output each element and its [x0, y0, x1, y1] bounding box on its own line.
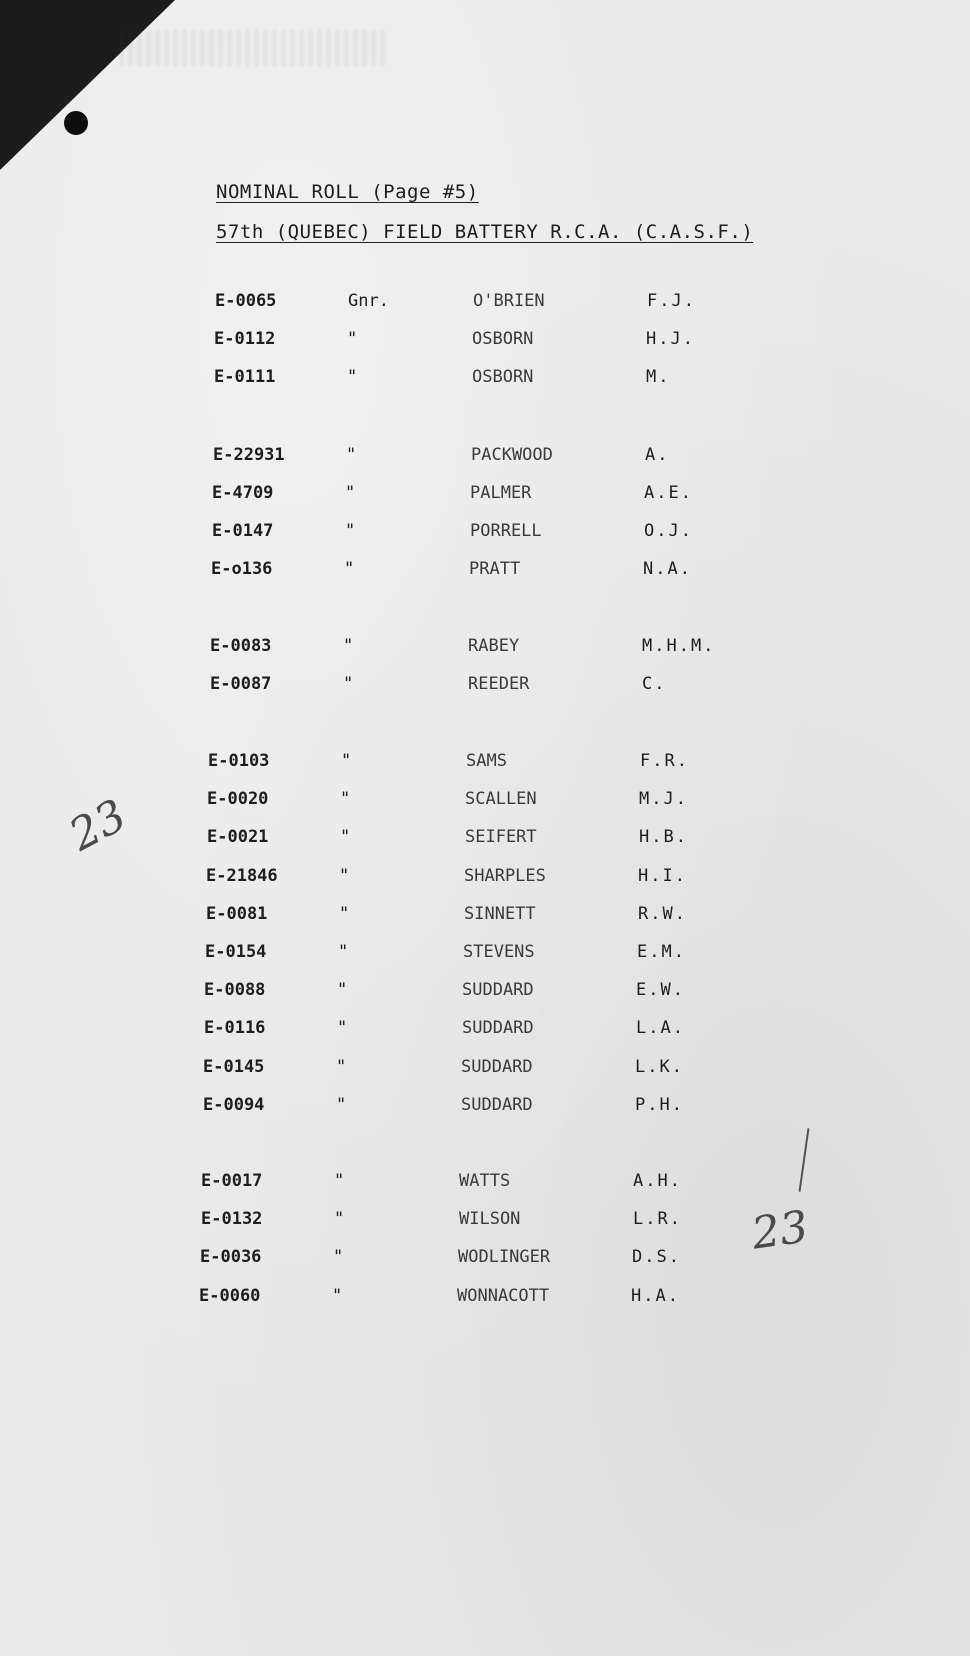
- initials: H.B.: [639, 827, 688, 847]
- roll-entry: [206, 866, 970, 892]
- surname: SUDDARD: [461, 1095, 533, 1115]
- roll-entry: [213, 445, 970, 471]
- rank: ": [347, 329, 358, 349]
- rank: ": [332, 1286, 343, 1306]
- roll-entry: [203, 1057, 970, 1083]
- initials: H.A.: [631, 1286, 680, 1306]
- rank: ": [346, 445, 357, 465]
- initials: A.: [645, 445, 670, 465]
- rank: ": [347, 367, 358, 387]
- roll-entry: [205, 942, 970, 968]
- roll-entry: [214, 367, 970, 393]
- roll-title: NOMINAL ROLL (Page #5): [216, 181, 479, 203]
- initials: M.H.M.: [642, 636, 716, 656]
- handwritten-count-right: 23: [748, 1201, 812, 1260]
- surname: SINNETT: [464, 904, 536, 924]
- service-number: E-0036: [200, 1247, 262, 1267]
- surname: SUDDARD: [461, 1057, 533, 1077]
- service-number: E-0112: [214, 329, 276, 349]
- roll-entry: [207, 827, 970, 853]
- surname: SUDDARD: [462, 1018, 534, 1038]
- rank: ": [333, 1247, 344, 1267]
- initials: A.E.: [644, 483, 693, 503]
- rank: ": [337, 1018, 348, 1038]
- rank: ": [334, 1171, 345, 1191]
- initials: H.I.: [638, 866, 687, 886]
- initials: L.K.: [635, 1057, 684, 1077]
- rank: ": [341, 751, 352, 771]
- surname: WILSON: [459, 1209, 521, 1229]
- surname: PALMER: [470, 483, 532, 503]
- service-number: E-0083: [210, 636, 272, 656]
- service-number: E-0116: [204, 1018, 266, 1038]
- roll-entry: [204, 980, 970, 1006]
- surname: SUDDARD: [462, 980, 534, 1000]
- surname: SEIFERT: [465, 827, 537, 847]
- surname: PORRELL: [470, 521, 542, 541]
- service-number: E-0132: [201, 1209, 263, 1229]
- surname: WONNACOTT: [457, 1286, 550, 1306]
- service-number: E-0088: [204, 980, 266, 1000]
- initials: M.J.: [639, 789, 688, 809]
- surname: O'BRIEN: [473, 291, 545, 311]
- roll-entry: [211, 559, 970, 585]
- initials: L.A.: [636, 1018, 685, 1038]
- rank: ": [336, 1095, 347, 1115]
- initials: O.J.: [644, 521, 693, 541]
- roll-entry: [201, 1209, 970, 1235]
- rank: ": [344, 559, 355, 579]
- initials: R.W.: [638, 904, 687, 924]
- roll-entry: [206, 904, 970, 930]
- service-number: E-o136: [211, 559, 273, 579]
- rank: ": [345, 521, 356, 541]
- rank: ": [334, 1209, 345, 1229]
- initials: A.H.: [633, 1171, 682, 1191]
- rank: ": [338, 942, 349, 962]
- surname: SAMS: [466, 751, 507, 771]
- initials: D.S.: [632, 1247, 681, 1267]
- service-number: E-21846: [206, 866, 278, 886]
- initials: F.R.: [640, 751, 689, 771]
- roll-entry: [212, 521, 970, 547]
- surname: PACKWOOD: [471, 445, 553, 465]
- service-number: E-0021: [207, 827, 269, 847]
- roll-entry: [212, 483, 970, 509]
- roll-entry: [214, 329, 970, 355]
- surname: SHARPLES: [464, 866, 546, 886]
- surname: SCALLEN: [465, 789, 537, 809]
- handwritten-count-left: 23: [61, 789, 135, 862]
- rank: ": [343, 636, 354, 656]
- service-number: E-0154: [205, 942, 267, 962]
- roll-entry: [215, 291, 970, 317]
- service-number: E-0017: [201, 1171, 263, 1191]
- rank: ": [345, 483, 356, 503]
- rank: Gnr.: [348, 291, 389, 311]
- surname: WODLINGER: [458, 1247, 551, 1267]
- rank: ": [337, 980, 348, 1000]
- service-number: E-0094: [203, 1095, 265, 1115]
- initials: H.J.: [646, 329, 695, 349]
- rank: ": [339, 904, 350, 924]
- service-number: E-0065: [215, 291, 277, 311]
- rank: ": [340, 789, 351, 809]
- initials: M.: [646, 367, 671, 387]
- service-number: E-0147: [212, 521, 274, 541]
- service-number: E-0145: [203, 1057, 265, 1077]
- service-number: E-0103: [208, 751, 270, 771]
- roll-entry: [203, 1095, 970, 1121]
- initials: C.: [642, 674, 667, 694]
- surname: OSBORN: [472, 329, 534, 349]
- roll-entry: [204, 1018, 970, 1044]
- rank: ": [343, 674, 354, 694]
- surname: REEDER: [468, 674, 530, 694]
- service-number: E-22931: [213, 445, 285, 465]
- roll-entry: [208, 751, 970, 777]
- service-number: E-4709: [212, 483, 274, 503]
- rank: ": [339, 866, 350, 886]
- roll-entry: [210, 674, 970, 700]
- roll-entry: [199, 1286, 970, 1312]
- service-number: E-0087: [210, 674, 272, 694]
- initials: F.J.: [647, 291, 696, 311]
- surname: STEVENS: [463, 942, 535, 962]
- rank: ": [336, 1057, 347, 1077]
- service-number: E-0081: [206, 904, 268, 924]
- initials: N.A.: [643, 559, 692, 579]
- service-number: E-0111: [214, 367, 276, 387]
- surname: OSBORN: [472, 367, 534, 387]
- roll-entry: [210, 636, 970, 662]
- roll-entry: [200, 1247, 970, 1273]
- initials: E.M.: [637, 942, 686, 962]
- initials: L.R.: [633, 1209, 682, 1229]
- roll-entry: [207, 789, 970, 815]
- initials: P.H.: [635, 1095, 684, 1115]
- unit-name: 57th (QUEBEC) FIELD BATTERY R.C.A. (C.A.S.F.): [216, 221, 754, 243]
- service-number: E-0020: [207, 789, 269, 809]
- service-number: E-0060: [199, 1286, 261, 1306]
- surname: RABEY: [468, 636, 520, 656]
- roll-entry: [201, 1171, 970, 1197]
- initials: E.W.: [636, 980, 685, 1000]
- surname: WATTS: [459, 1171, 511, 1191]
- rank: ": [340, 827, 351, 847]
- surname: PRATT: [469, 559, 521, 579]
